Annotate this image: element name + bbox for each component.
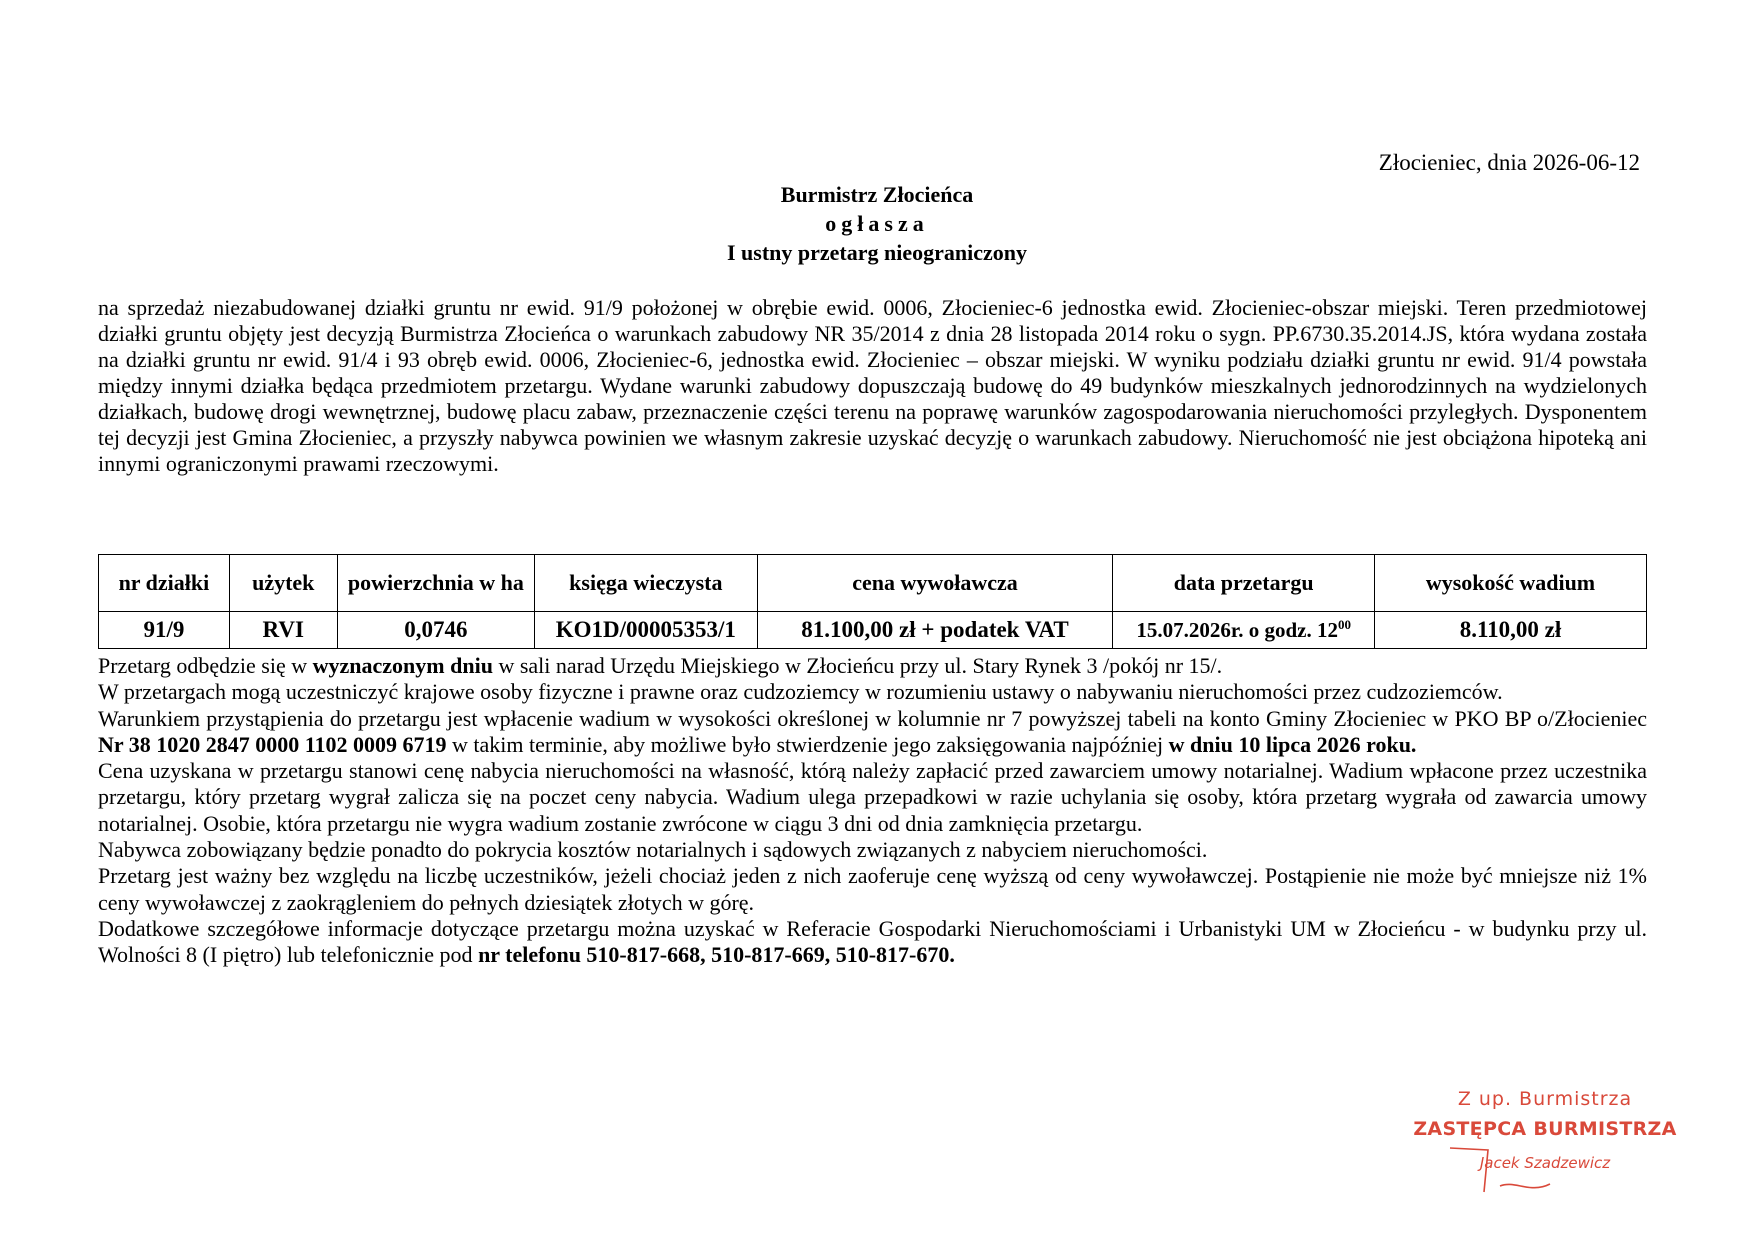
text-span: Warunkiem przystąpienia do przetargu jest wpłacenie wadium w wysokości określonej w kolumnie nr 7 powyższej tabeli na konto Gminy Złocieniec w PKO BP o/Złocieniec [98, 705, 1647, 731]
column-header: nr działki [99, 555, 230, 612]
land-register-cell: KO1D/00005353/1 [535, 612, 758, 649]
bank-account: Nr 38 1020 2847 0000 1102 0009 6719 [98, 731, 447, 757]
column-header: księga wieczysta [535, 555, 758, 612]
auction-time-minutes: 00 [1338, 617, 1351, 632]
text-span: Dodatkowe szczegółowe informacje dotyczące przetargu można uzyskać w Referacie Gospodarki Nieruchomościami i Urbanistyki UM w Złocieńcu - w budynku przy ul. Wolności 8 (I piętro) lub telefonicznie pod [98, 915, 1647, 968]
stamp-line-1: Z up. Burmistrza [1457, 1088, 1633, 1110]
column-header: powierzchnia w ha [337, 555, 534, 612]
table-header-row [99, 555, 1647, 612]
column-header: cena wywoławcza [757, 555, 1113, 612]
announces-heading: ogłasza [825, 211, 929, 236]
eligibility-paragraph: W przetargach mogą uczestniczyć krajowe osoby fizyczne i prawne oraz cudzoziemcy w rozumieniu ustawy o nabywaniu nieruchomości przez cudzoziemców. [98, 679, 1503, 705]
auction-date-text: 15.07.2026r. o godz. 12 [1136, 618, 1338, 642]
column-header: data przetargu [1113, 555, 1375, 612]
costs-paragraph: Nabywca zobowiązany będzie ponadto do pokrycia kosztów notarialnych i sądowych związanych z nabyciem nieruchomości. [98, 837, 1208, 863]
area-cell: 0,0746 [337, 612, 534, 649]
deposit-deadline: w dniu 10 lipca 2026 roku. [1168, 731, 1417, 757]
text-span: w takim terminie, aby możliwe było stwierdzenie jego zaksięgowania najpóźniej [446, 731, 1169, 757]
land-use-cell: RVI [229, 612, 337, 649]
table-row [99, 612, 1647, 649]
issuer-title: Burmistrz Złocieńca [780, 182, 974, 207]
starting-price-cell: 81.100,00 zł + podatek VAT [757, 612, 1113, 649]
contact-paragraph [98, 916, 1647, 969]
auction-date-cell [1113, 612, 1375, 649]
bold-text: wyznaczonym dniu [312, 653, 493, 678]
plot-number-cell: 91/9 [99, 612, 230, 649]
text-span: Przetarg odbędzie się w [98, 653, 313, 678]
document-header [0, 180, 1754, 267]
stamp-name: Jacek Szadzewicz [1479, 1154, 1611, 1172]
text-span: w sali narad Urzędu Miejskiego w Złocieńcu przy ul. Stary Rynek 3 /pokój nr 15/. [492, 653, 1223, 678]
column-header: wysokość wadium [1374, 555, 1646, 612]
price-paragraph: Cena uzyskana w przetargu stanowi cenę nabycia nieruchomości na własność, którą należy zapłacić przed zawarciem umowy notarialnej. Wadium wpłacone przez uczestnika przetargu, który przetarg wygrał zalicza się na poczet ceny nabycia. Wadium ulega przepadkowi w razie uchylania się osoby, która przetarg wygrała od zawarcia umowy notarialnej. Osobie, która przetargu nie wygra wadium zostanie zwrócone w ciągu 3 dni od dnia zamknięcia przetargu. [98, 758, 1647, 836]
signature-mark [1440, 1138, 1560, 1208]
terms-body [98, 653, 1647, 969]
deposit-paragraph [98, 706, 1647, 759]
date-line: Złocieniec, dnia 2026-06-12 [1378, 150, 1640, 175]
stamp-line-2: ZASTĘPCA BURMISTRZA [1413, 1118, 1677, 1140]
validity-paragraph: Przetarg jest ważny bez względu na liczbę uczestników, jeżeli chociaż jeden z nich zaoferuje cenę wyższą od ceny wywoławczej. Postąpienie nie może być mniejsze niż 1% ceny wywoławczej z zaokrągleniem do pełnych dziesiątek złotych w górę. [98, 863, 1647, 915]
intro-paragraph: na sprzedaż niezabudowanej działki gruntu nr ewid. 91/9 położonej w obrębie ewid. 0006, Złocieniec-6 jednostka ewid. Złocieniec-obszar miejski. Teren przedmiotowej działki gruntu objęty jest decyzją Burmistrza Złocieńca o warunkach zabudowy NR 35/2014 z dnia 28 listopada 2014 roku o sygn. PP.6730.35.2014.JS, która wydana została na działki gruntu nr ewid. 91/4 i 93 obręb ewid. 0006, Złocieniec-6, jednostka ewid. Złocieniec – obszar miejski. W wyniku podziału działki gruntu nr ewid. 91/4 powstała między innymi działka będąca przedmiotem przetargu. Wydane warunki zabudowy dopuszczają budowę do 49 budynków mieszkalnych jednorodzinnych na wydzielonych działkach, budowę drogi wewnętrznej, budowę placu zabaw, przeznaczenie części terenu na poprawę warunków zagospodarowania nieruchomości przyległych. Dysponentem tej decyzji jest Gmina Złocieniec, a przyszły nabywca powinien we własnym zakresie uzyskać decyzję o warunkach zabudowy. Nieruchomość nie jest obciążona hipoteką ani innymi ograniczonymi prawami rzeczowymi. [98, 295, 1647, 476]
tender-title: I ustny przetarg nieograniczony [726, 240, 1028, 265]
plot-table [98, 554, 1647, 649]
column-header: użytek [229, 555, 337, 612]
phone-numbers: nr telefonu 510-817-668, 510-817-669, 510-817-670. [478, 942, 955, 968]
deposit-cell: 8.110,00 zł [1374, 612, 1646, 649]
venue-paragraph [98, 653, 1647, 679]
